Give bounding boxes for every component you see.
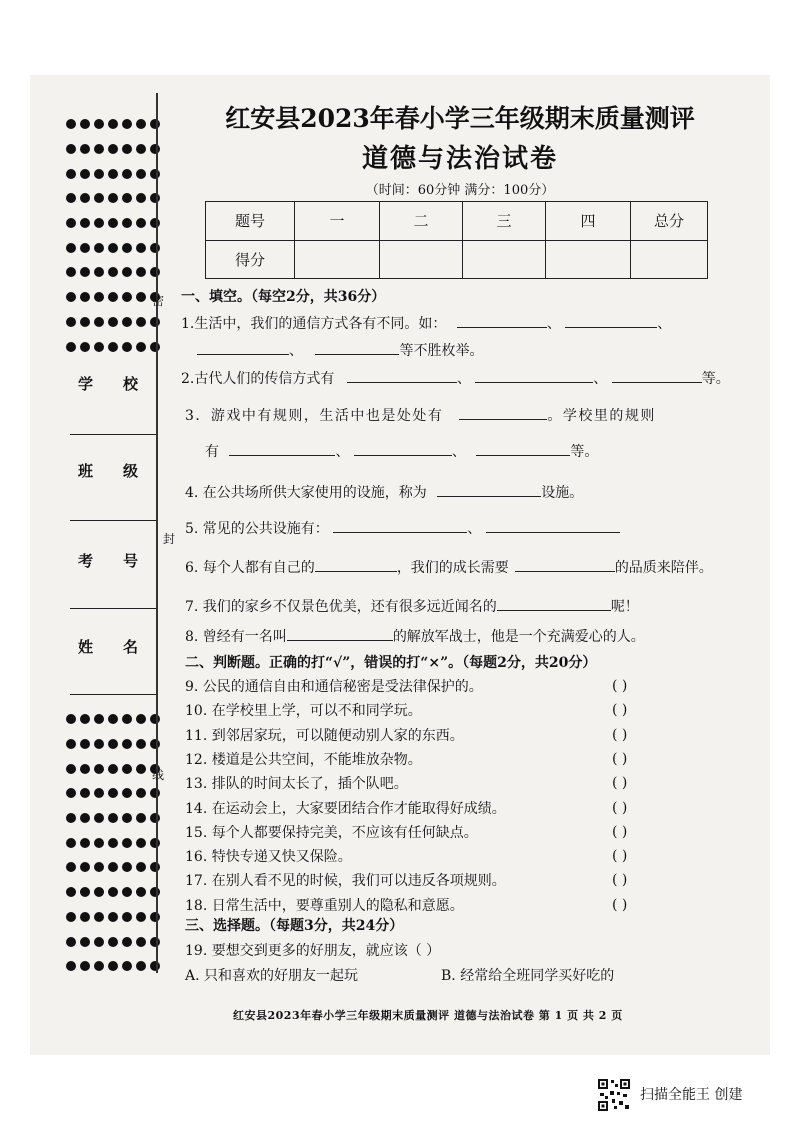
- dot: [66, 292, 76, 302]
- q3-text-c: 有: [205, 444, 219, 460]
- score-row-label: 得分: [206, 240, 295, 279]
- section3-heading: 三、选择题。（每题3分，共24分）: [185, 918, 404, 934]
- dot-row: [66, 161, 160, 186]
- dot: [94, 764, 104, 774]
- score-header-cell: 总分: [631, 202, 708, 241]
- dot: [94, 169, 104, 179]
- answer-blank[interactable]: [475, 368, 593, 383]
- dot: [80, 788, 90, 798]
- answer-blank[interactable]: [287, 626, 393, 641]
- dot: [80, 193, 90, 203]
- dot: [108, 739, 118, 749]
- dot: [80, 838, 90, 848]
- dot: [136, 267, 146, 277]
- dot-row: [66, 954, 160, 979]
- answer-parentheses[interactable]: ( ): [612, 896, 628, 913]
- dot-row: [66, 211, 160, 236]
- binding-dots-bottom: [66, 707, 160, 979]
- answer-blank[interactable]: [565, 313, 657, 328]
- answer-blank[interactable]: [197, 340, 289, 355]
- dot: [122, 243, 132, 253]
- score-table-score-row: [206, 240, 708, 279]
- option-19-b[interactable]: B. 经常给全班同学买好吃的: [441, 968, 615, 984]
- dot: [66, 317, 76, 327]
- answer-blank[interactable]: [476, 441, 570, 456]
- dot-row: [66, 334, 160, 359]
- dot: [136, 937, 146, 947]
- judgement-item: 9. 公民的通信自由和通信秘密是受法律保护的。: [185, 679, 483, 695]
- answer-blank[interactable]: [315, 557, 397, 572]
- dot: [66, 961, 76, 971]
- answer-parentheses[interactable]: ( ): [612, 799, 628, 816]
- dot: [150, 739, 160, 749]
- dot: [94, 862, 104, 872]
- answer-blank[interactable]: [333, 518, 467, 533]
- dot-row: [66, 707, 160, 732]
- dot: [150, 813, 160, 823]
- q4-text: 4. 在公共场所供大家使用的设施，称为: [185, 485, 427, 501]
- dot: [136, 739, 146, 749]
- dot-row: [66, 855, 160, 880]
- dot: [122, 144, 132, 154]
- separator: 、: [657, 316, 672, 332]
- section2-heading: 二、判断题。正确的打“√”，错误的打“×”。（每题2分，共20分）: [185, 655, 597, 671]
- dot: [150, 144, 160, 154]
- question-19: 19. 要想交到更多的好朋友，就应该（ ）: [185, 943, 441, 959]
- dot: [94, 838, 104, 848]
- q2-text: 2.古代人们的传信方式有: [181, 371, 335, 387]
- dot: [108, 788, 118, 798]
- binding-dots-top: [66, 112, 160, 359]
- dot-row: [66, 260, 160, 285]
- dot: [66, 119, 76, 129]
- page-footer: 红安县2023年春小学三年级期末质量测评 道德与法治试卷 第 1 页 共 2 页: [233, 1009, 623, 1022]
- dot: [150, 119, 160, 129]
- dot: [108, 144, 118, 154]
- dot: [150, 267, 160, 277]
- dot: [66, 788, 76, 798]
- dot: [66, 714, 76, 724]
- judgement-item: 10. 在学校里上学，可以不和同学玩。: [185, 703, 422, 720]
- dot: [94, 813, 104, 823]
- dot: [150, 193, 160, 203]
- separator: 、: [546, 316, 561, 332]
- score-cell[interactable]: [631, 240, 708, 279]
- dot: [108, 292, 118, 302]
- exam-subtitle: 道德与法治试卷: [361, 144, 558, 174]
- dot: [122, 739, 132, 749]
- separator: 、: [467, 521, 482, 537]
- answer-blank[interactable]: [486, 518, 620, 533]
- score-cell[interactable]: [546, 240, 631, 279]
- answer-parentheses[interactable]: ( ): [612, 726, 628, 743]
- question-5: [185, 518, 620, 538]
- dot: [94, 912, 104, 922]
- dot: [136, 714, 146, 724]
- dot: [80, 317, 90, 327]
- score-cell[interactable]: [295, 240, 380, 279]
- name-blank[interactable]: [70, 694, 156, 695]
- school-blank[interactable]: [70, 434, 156, 435]
- dot: [66, 887, 76, 897]
- dot: [108, 267, 118, 277]
- dot: [80, 714, 90, 724]
- option-19-a[interactable]: A. 只和喜欢的好朋友一起玩: [185, 968, 359, 984]
- dot: [108, 342, 118, 352]
- dot: [150, 937, 160, 947]
- answer-parentheses[interactable]: ( ): [612, 702, 628, 719]
- dot: [66, 912, 76, 922]
- dot-row: [66, 186, 160, 211]
- class-blank[interactable]: [70, 520, 156, 521]
- dot: [80, 862, 90, 872]
- time-info: （时间：60分钟 满分：100分）: [365, 183, 555, 198]
- dot: [136, 193, 146, 203]
- dot: [108, 887, 118, 897]
- dot: [80, 144, 90, 154]
- q2-end-text: 等。: [701, 371, 730, 387]
- dot: [122, 887, 132, 897]
- dot: [66, 342, 76, 352]
- dot: [108, 937, 118, 947]
- dot: [108, 218, 118, 228]
- dot-row: [66, 929, 160, 954]
- dot-row: [66, 781, 160, 806]
- answer-parentheses[interactable]: ( ): [612, 848, 628, 865]
- dot: [94, 714, 104, 724]
- dot: [136, 317, 146, 327]
- dot-row: [66, 806, 160, 831]
- dot-row: [66, 137, 160, 162]
- dot: [66, 862, 76, 872]
- dot: [136, 764, 146, 774]
- seal-char-xian: 线: [152, 768, 165, 782]
- dot: [122, 193, 132, 203]
- class-label: 班级: [78, 462, 169, 480]
- dot: [66, 838, 76, 848]
- dot: [80, 961, 90, 971]
- question-4: [185, 482, 583, 502]
- dot: [80, 912, 90, 922]
- question-3-line1: [185, 405, 656, 425]
- dot: [108, 813, 118, 823]
- dot: [80, 292, 90, 302]
- score-header-cell: 三: [463, 202, 546, 241]
- question-1-line1: [181, 313, 671, 333]
- dot: [108, 119, 118, 129]
- judgement-item: 15. 每个人都要保持完美，不应该有任何缺点。: [185, 824, 478, 841]
- dot: [150, 887, 160, 897]
- dot: [80, 937, 90, 947]
- dot: [136, 169, 146, 179]
- answer-blank[interactable]: [229, 441, 335, 456]
- score-cell[interactable]: [463, 240, 546, 279]
- dot: [80, 764, 90, 774]
- dot: [150, 342, 160, 352]
- dot: [122, 119, 132, 129]
- dot: [122, 292, 132, 302]
- separator: 、: [289, 343, 303, 359]
- dot: [66, 764, 76, 774]
- dot: [136, 961, 146, 971]
- dot: [94, 342, 104, 352]
- dot: [122, 937, 132, 947]
- q6-end-text: 的品质来陪伴。: [614, 560, 713, 576]
- dot: [150, 243, 160, 253]
- dot: [122, 342, 132, 352]
- dot: [94, 961, 104, 971]
- dot: [108, 714, 118, 724]
- dot: [108, 243, 118, 253]
- score-header-cell: 二: [380, 202, 463, 241]
- separator: 、: [593, 371, 608, 387]
- dot: [66, 243, 76, 253]
- score-header-cell: 题号: [206, 202, 295, 241]
- answer-blank[interactable]: [354, 441, 452, 456]
- dot: [66, 193, 76, 203]
- dot: [136, 862, 146, 872]
- dot: [108, 193, 118, 203]
- dot: [122, 912, 132, 922]
- separator: 、: [335, 444, 350, 460]
- dot: [136, 813, 146, 823]
- dot: [66, 267, 76, 277]
- dot: [122, 838, 132, 848]
- dot-row: [66, 880, 160, 905]
- answer-parentheses[interactable]: ( ): [612, 775, 628, 792]
- answer-blank[interactable]: [612, 368, 702, 383]
- score-header-cell: 一: [295, 202, 380, 241]
- dot: [122, 714, 132, 724]
- dot: [136, 243, 146, 253]
- dot: [136, 119, 146, 129]
- seal-char-mi: 密: [152, 294, 165, 308]
- dot: [122, 169, 132, 179]
- dot: [80, 813, 90, 823]
- exam-number-blank[interactable]: [70, 608, 156, 609]
- dot: [136, 292, 146, 302]
- dot: [94, 937, 104, 947]
- binding-line: [156, 93, 158, 973]
- dot: [136, 144, 146, 154]
- dot: [66, 739, 76, 749]
- dot: [122, 218, 132, 228]
- dot-row: [66, 112, 160, 137]
- judgement-item: 11. 到邻居家玩，可以随便动别人家的东西。: [185, 727, 464, 744]
- judgement-item: 12. 楼道是公共空间，不能堆放杂物。: [185, 751, 422, 768]
- dot-row: [66, 732, 160, 757]
- dot: [66, 144, 76, 154]
- judgement-item: 13. 排队的时间太长了，插个队吧。: [185, 776, 408, 793]
- q1-text: 1.生活中，我们的通信方式各有不同。如：: [181, 316, 447, 332]
- question-1-line2: [197, 340, 483, 360]
- judgement-item: 17. 在别人看不见的时候，我们可以违反各项规则。: [185, 873, 506, 890]
- q7-end-text: 呢！: [610, 599, 639, 615]
- answer-parentheses[interactable]: ( ): [612, 750, 628, 767]
- score-cell[interactable]: [380, 240, 463, 279]
- seal-char-feng: 封: [163, 532, 176, 546]
- dot-row: [66, 905, 160, 930]
- dot: [80, 169, 90, 179]
- dot: [108, 764, 118, 774]
- q1-end-text: 等不胜枚举。: [399, 343, 484, 359]
- q3-end-text: 等。: [570, 444, 599, 460]
- dot: [108, 169, 118, 179]
- dot: [94, 193, 104, 203]
- dot: [136, 838, 146, 848]
- dot: [66, 218, 76, 228]
- dot: [122, 788, 132, 798]
- dot: [150, 788, 160, 798]
- dot: [150, 169, 160, 179]
- q6-text: 6. 每个人都有自己的: [185, 560, 315, 576]
- dot: [122, 764, 132, 774]
- score-table: [205, 201, 708, 279]
- dot-row: [66, 310, 160, 335]
- judgement-item: 14. 在运动会上，大家要团结合作才能取得好成绩。: [185, 800, 506, 817]
- q3-text-b: 。学校里的规则: [547, 408, 656, 424]
- judgement-item: 16. 特快专递又快又保险。: [185, 849, 352, 866]
- question-6: [185, 557, 713, 577]
- dot: [150, 961, 160, 971]
- dot: [122, 961, 132, 971]
- score-table-header-row: [206, 202, 708, 241]
- dot: [94, 788, 104, 798]
- q4-end-text: 设施。: [541, 485, 584, 501]
- answer-blank[interactable]: [347, 368, 457, 383]
- dot: [94, 292, 104, 302]
- dot: [80, 739, 90, 749]
- dot: [136, 887, 146, 897]
- dot: [122, 813, 132, 823]
- dot: [108, 961, 118, 971]
- dot: [66, 937, 76, 947]
- dot-row: [66, 235, 160, 260]
- dot: [150, 912, 160, 922]
- question-8: [185, 626, 645, 646]
- answer-blank[interactable]: [515, 557, 615, 572]
- dot-row: [66, 756, 160, 781]
- dot: [94, 243, 104, 253]
- dot-row: [66, 285, 160, 310]
- dot: [122, 317, 132, 327]
- q8-text: 8. 曾经有一名叫: [185, 629, 287, 645]
- answer-parentheses[interactable]: ( ): [612, 823, 628, 840]
- exam-number-label: 考号: [78, 552, 169, 570]
- name-label: 姓名: [78, 638, 169, 656]
- dot: [94, 739, 104, 749]
- dot: [94, 218, 104, 228]
- dot: [80, 267, 90, 277]
- question-7: [185, 596, 639, 616]
- dot-row: [66, 830, 160, 855]
- dot: [94, 887, 104, 897]
- separator: 、: [456, 371, 471, 387]
- answer-blank[interactable]: [315, 340, 399, 355]
- dot: [108, 317, 118, 327]
- dot: [136, 342, 146, 352]
- dot: [66, 169, 76, 179]
- q5-text: 5. 常见的公共设施有：: [185, 521, 329, 537]
- q8-end-text: 的解放军战士，他是一个充满爱心的人。: [392, 629, 645, 645]
- answer-blank[interactable]: [459, 405, 547, 420]
- dot: [108, 838, 118, 848]
- dot: [122, 267, 132, 277]
- dot: [94, 119, 104, 129]
- dot: [136, 912, 146, 922]
- dot: [80, 119, 90, 129]
- dot: [150, 218, 160, 228]
- dot: [136, 788, 146, 798]
- score-header-cell: 四: [546, 202, 631, 241]
- question-3-line2: [205, 441, 598, 461]
- dot: [80, 218, 90, 228]
- dot: [94, 267, 104, 277]
- answer-parentheses[interactable]: ( ): [612, 678, 628, 694]
- dot: [150, 862, 160, 872]
- answer-parentheses[interactable]: ( ): [612, 872, 628, 889]
- school-label: 学校: [78, 375, 169, 393]
- dot: [80, 887, 90, 897]
- dot: [136, 218, 146, 228]
- dot: [150, 714, 160, 724]
- judgement-item: 18. 日常生活中，要尊重别人的隐私和意愿。: [185, 897, 464, 914]
- dot: [94, 144, 104, 154]
- dot: [150, 838, 160, 848]
- dot: [108, 912, 118, 922]
- question-2: [181, 368, 730, 388]
- q3-text: 3．游戏中有规则，生活中也是处处有: [185, 408, 444, 424]
- dot: [80, 342, 90, 352]
- q7-text: 7. 我们的家乡不仅景色优美，还有很多远近闻名的: [185, 599, 497, 615]
- separator: 、: [451, 444, 466, 460]
- dot: [122, 862, 132, 872]
- q6-text-b: ，我们的成长需要: [396, 560, 509, 576]
- answer-blank[interactable]: [497, 596, 611, 611]
- answer-blank[interactable]: [437, 482, 541, 497]
- dot: [94, 317, 104, 327]
- exam-title: 红安县2023年春小学三年级期末质量测评: [225, 104, 695, 133]
- section1-heading: 一、填空。（每空2分，共36分）: [181, 289, 386, 305]
- dot: [80, 243, 90, 253]
- dot: [150, 317, 160, 327]
- dot: [108, 862, 118, 872]
- dot: [66, 813, 76, 823]
- scanner-watermark: 扫描全能王 创建: [640, 1087, 743, 1103]
- qr-code-icon: [597, 1078, 631, 1112]
- answer-blank[interactable]: [457, 313, 547, 328]
